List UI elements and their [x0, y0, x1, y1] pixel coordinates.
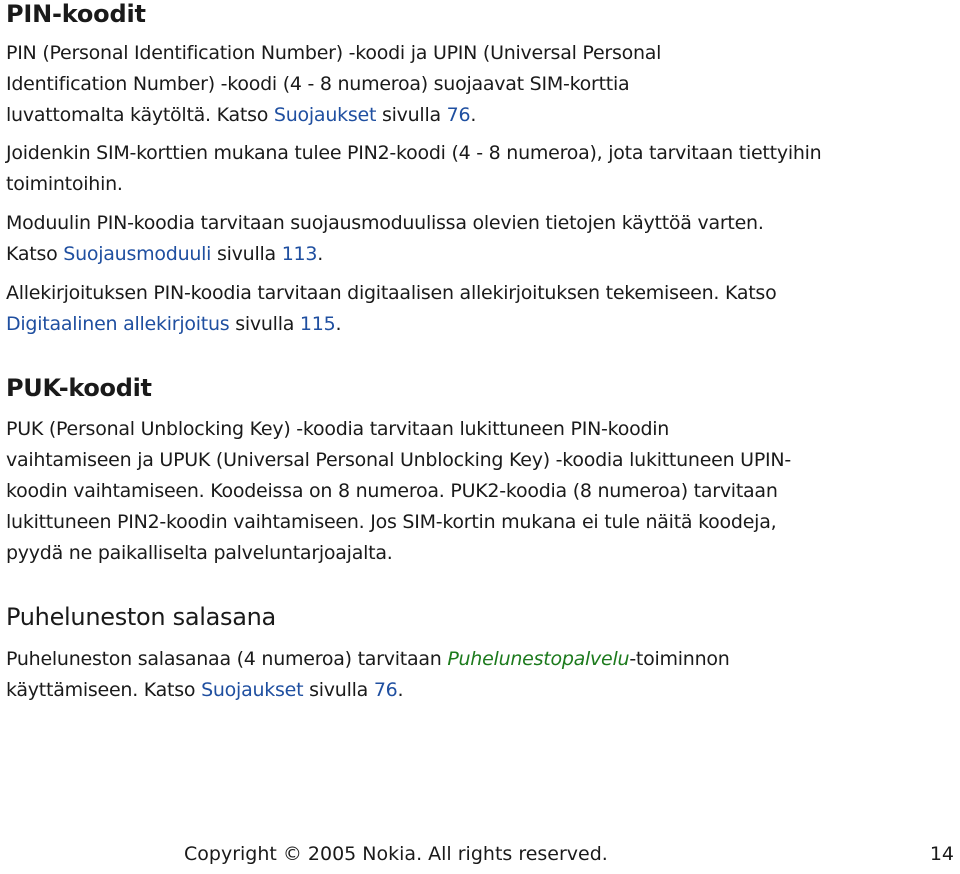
page-number: 14 — [929, 843, 954, 865]
section-title-password: Puheluneston salasana — [6, 603, 276, 631]
text: . — [335, 313, 342, 335]
feature-puhelunestopalvelu: Puhelunestopalvelu — [447, 648, 630, 670]
text: . — [397, 679, 404, 701]
paragraph-pin2 — [6, 138, 826, 200]
text: Puheluneston salasanaa (4 numeroa) tarvitaan — [6, 648, 448, 670]
text: sivulla — [229, 313, 300, 335]
text: sivulla — [211, 243, 282, 265]
link-suojaukset-2[interactable]: Suojaukset — [201, 679, 304, 701]
page-footer — [0, 843, 960, 874]
text: PIN (Personal Identification Number) -koodi ja UPIN (Universal Personal Identification Number) -koodi (4 - 8 numeroa) suojaavat SIM-korttia luvattomalta käytöltä. Katso — [6, 42, 662, 126]
paragraph-module-pin — [6, 208, 776, 270]
link-page-76-2[interactable]: 76 — [373, 679, 398, 701]
text: PUK (Personal Unblocking Key) -koodia tarvitaan lukittuneen PIN-koodin vaihtamiseen ja UPUK (Universal Personal Unblocking Key) -koodia lukittuneen UPIN-koodin vaihtamiseen. Koodeissa on 8 numeroa. PUK2-koodia (8 numeroa) tarvitaan lukittuneen PIN2-koodin vaihtamiseen. Jos SIM-kortin mukana ei tule näitä koodeja, pyydä ne paikalliselta palveluntarjoajalta. — [6, 418, 791, 564]
link-page-115[interactable]: 115 — [299, 313, 336, 335]
paragraph-puk — [6, 414, 796, 569]
text: Moduulin PIN-koodia tarvitaan suojausmoduulissa olevien tietojen käyttöä varten. Katso — [6, 212, 764, 265]
paragraph-pin-intro — [6, 38, 726, 131]
text: . — [317, 243, 324, 265]
text: sivulla — [303, 679, 374, 701]
text: Allekirjoituksen PIN-koodia tarvitaan digitaalisen allekirjoituksen tekemiseen. Katso — [6, 282, 777, 304]
link-digitaalinen-allekirjoitus[interactable]: Digitaalinen allekirjoitus — [6, 313, 230, 335]
text: Joidenkin SIM-korttien mukana tulee PIN2-koodi (4 - 8 numeroa), jota tarvitaan tiettyihin toimintoihin. — [6, 142, 822, 195]
link-suojaukset[interactable]: Suojaukset — [273, 104, 377, 126]
section-title-pin: PIN-koodit — [6, 0, 146, 28]
text: sivulla — [376, 104, 447, 126]
section-title-puk: PUK-koodit — [6, 374, 152, 402]
copyright-notice: Copyright © 2005 Nokia. All rights reserved. — [184, 843, 608, 865]
link-page-76[interactable]: 76 — [446, 104, 471, 126]
paragraph-signing-pin — [6, 278, 806, 340]
link-page-113[interactable]: 113 — [281, 243, 318, 265]
text: . — [470, 104, 477, 126]
text: -toiminnon käyttämiseen. Katso — [6, 648, 730, 701]
link-suojausmoduuli[interactable]: Suojausmoduuli — [63, 243, 212, 265]
paragraph-password — [6, 644, 786, 706]
